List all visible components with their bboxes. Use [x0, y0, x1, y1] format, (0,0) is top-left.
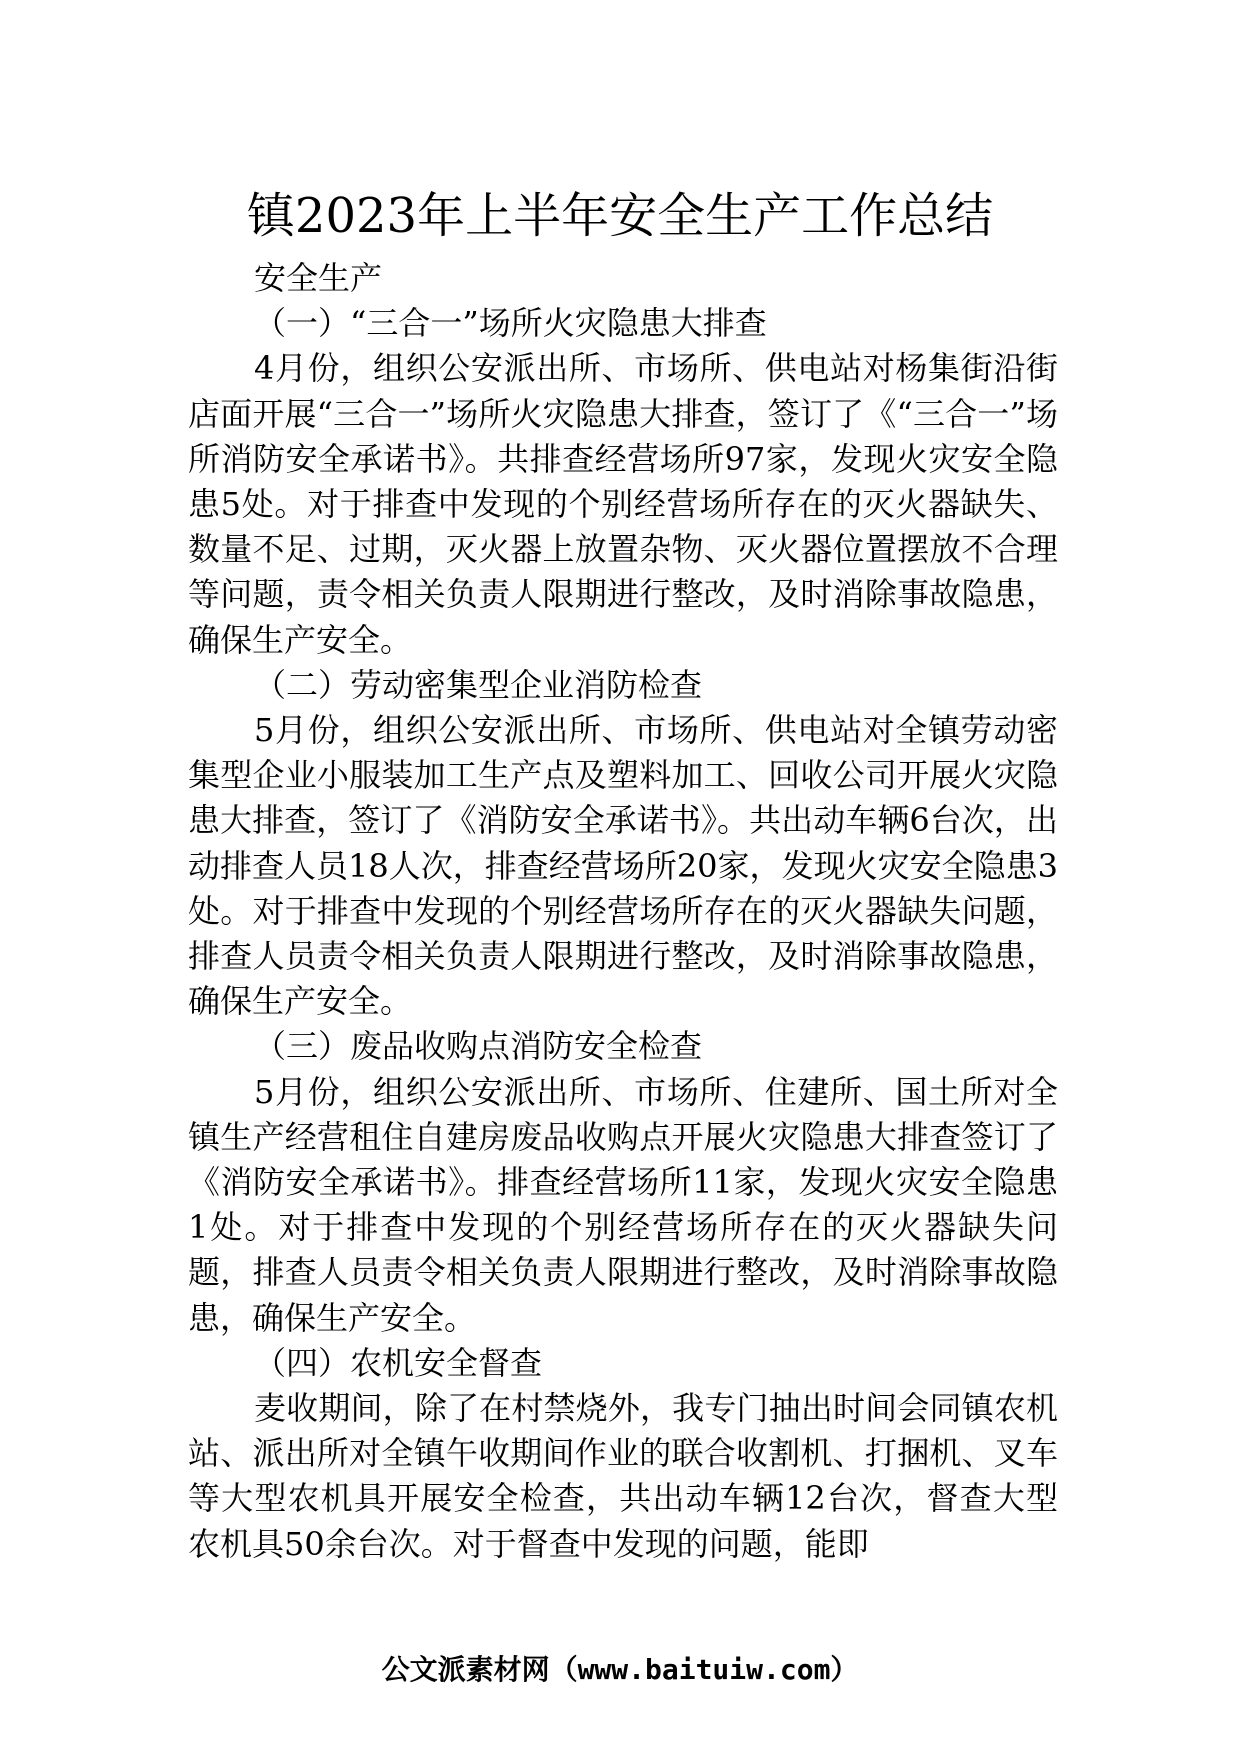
paragraph-4: 麦收期间，除了在村禁烧外，我专门抽出时间会同镇农机站、派出所对全镇午收期间作业的联合收割机、打捆机、叉车等大型农机具开展安全检查，共出动车辆12台次，督查大型农机具50余台次。对于督查中发现的问题，能即: [188, 1389, 1058, 1563]
subsection-heading-4: （四）农机安全督查: [254, 1343, 543, 1382]
section-heading: 安全生产: [254, 259, 383, 297]
paragraph-1: 4月份，组织公安派出所、市场所、供电站对杨集街沿街店面开展“三合一”场所火灾隐患大排查，签订了《“三合一”场所消防安全承诺书》。共排查经营场所97家，发现火灾安全隐患5处。对于排查中发现的个别经营场所存在的灭火器缺失、数量不足、过期，灭火器上放置杂物、灭火器位置摆放不合理等问题，责令相关负责人限期进行整改，及时消除事故隐患，确保生产安全。: [188, 349, 1058, 659]
subsection-heading-2: （二）劳动密集型企业消防检查: [254, 665, 703, 704]
paragraph-2: 5月份，组织公安派出所、市场所、供电站对全镇劳动密集型企业小服装加工生产点及塑料加工、回收公司开展火灾隐患大排查，签订了《消防安全承诺书》。共出动车辆6台次，出动排查人员18人次，排查经营场所20家，发现火灾安全隐患3处。对于排查中发现的个别经营场所存在的灭火器缺失问题，排查人员责令相关负责人限期进行整改，及时消除事故隐患，确保生产安全。: [188, 711, 1058, 1021]
subsection-heading-3: （三）废品收购点消防安全检查: [254, 1027, 703, 1066]
footer-watermark: 公文派素材网（www.baituiw.com）: [381, 1653, 859, 1686]
paragraph-3: 5月份，组织公安派出所、市场所、住建所、国土所对全镇生产经营租住自建房废品收购点开展火灾隐患大排查签订了《消防安全承诺书》。排查经营场所11家，发现火灾安全隐患1处。对于排查中发现的个别经营场所存在的灭火器缺失问题，排查人员责令相关负责人限期进行整改，及时消除事故隐患，确保生产安全。: [188, 1072, 1058, 1337]
document-body: [188, 256, 1058, 1567]
document-title: 镇2023年上半年安全生产工作总结: [246, 188, 994, 244]
subsection-heading-1: （一）“三合一”场所火灾隐患大排查: [254, 304, 767, 343]
